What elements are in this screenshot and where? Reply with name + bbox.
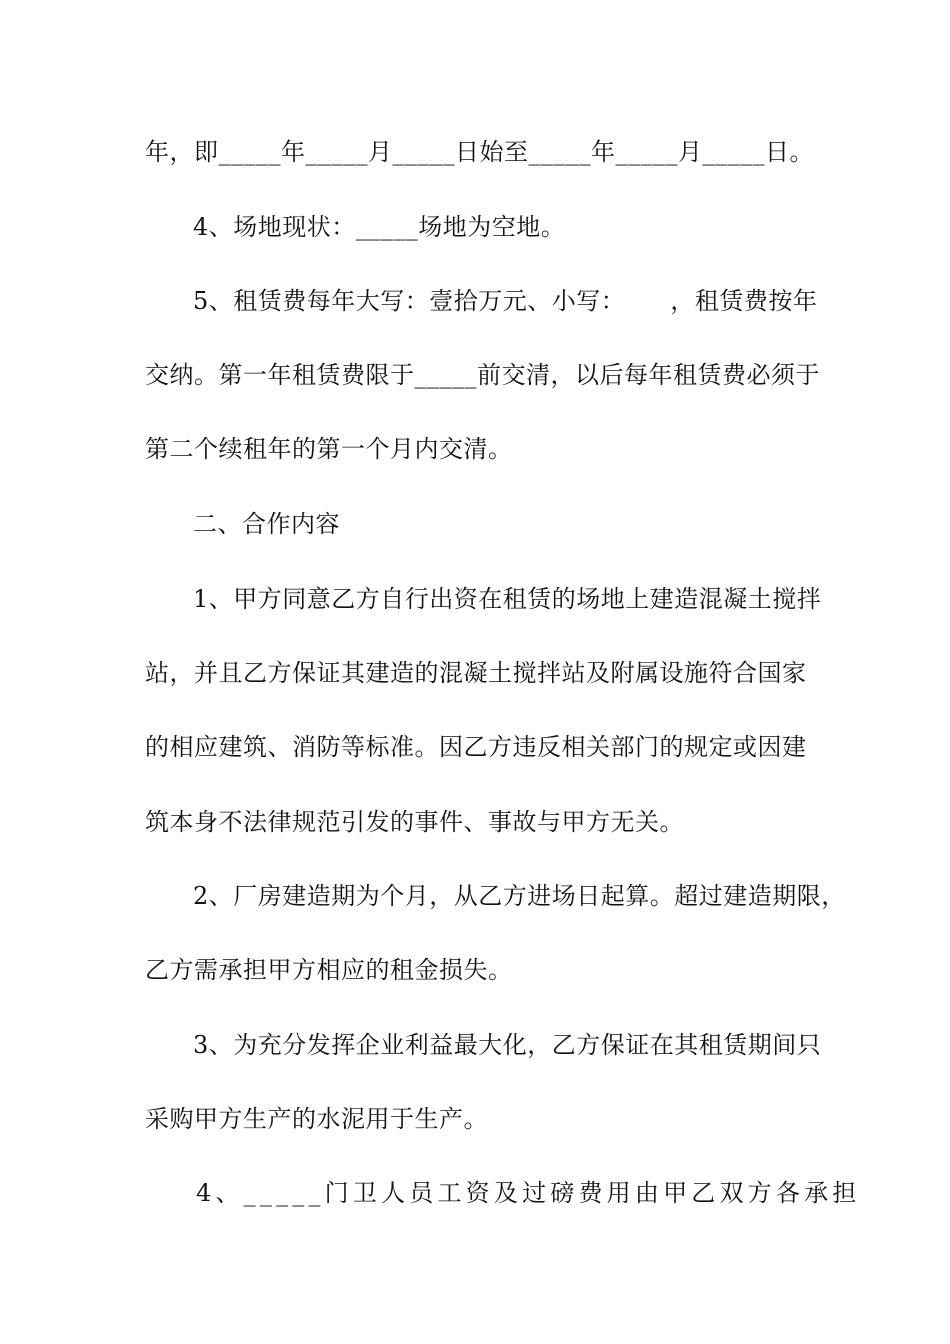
clause-1-line-3: 的相应建筑、消防等标准。因乙方违反相关部门的规定或因建: [145, 733, 807, 761]
rent-renewal-line: 第二个续租年的第一个月内交清。: [145, 435, 513, 463]
clause-3-line-2: 采购甲方生产的水泥用于生产。: [145, 1105, 488, 1133]
site-status-line: 4、场地现状：_____场地为空地。: [193, 213, 566, 241]
section-heading-cooperation: 二、合作内容: [193, 510, 340, 538]
clause-1-line-2: 站，并且乙方保证其建造的混凝土搅拌站及附属设施符合国家: [145, 659, 807, 687]
rent-payment-line: 交纳。第一年租赁费限于_____前交清，以后每年租赁费必须于: [145, 361, 820, 389]
clause-1-line-1: 1、甲方同意乙方自行出资在租赁的场地上建造混凝土搅拌: [193, 585, 822, 613]
clause-3-line-1: 3、为充分发挥企业利益最大化，乙方保证在其租赁期间只: [193, 1031, 822, 1059]
clause-2-line-1: 2、厂房建造期为个月，从乙方进场日起算。超过建造期限，: [193, 882, 846, 910]
clause-4-line-1: 4、_____门卫人员工资及过磅费用由甲乙双方各承担: [196, 1179, 861, 1207]
lease-period-line: 年，即_____年_____月_____日始至_____年_____月_____日。: [145, 138, 814, 166]
clause-1-line-4: 筑本身不法律规范引发的事件、事故与甲方无关。: [145, 808, 684, 836]
rent-amount-line: 5、租赁费每年大写：壹拾万元、小写： ，租赁费按年: [193, 287, 818, 315]
clause-2-line-2: 乙方需承担甲方相应的租金损失。: [145, 956, 513, 984]
